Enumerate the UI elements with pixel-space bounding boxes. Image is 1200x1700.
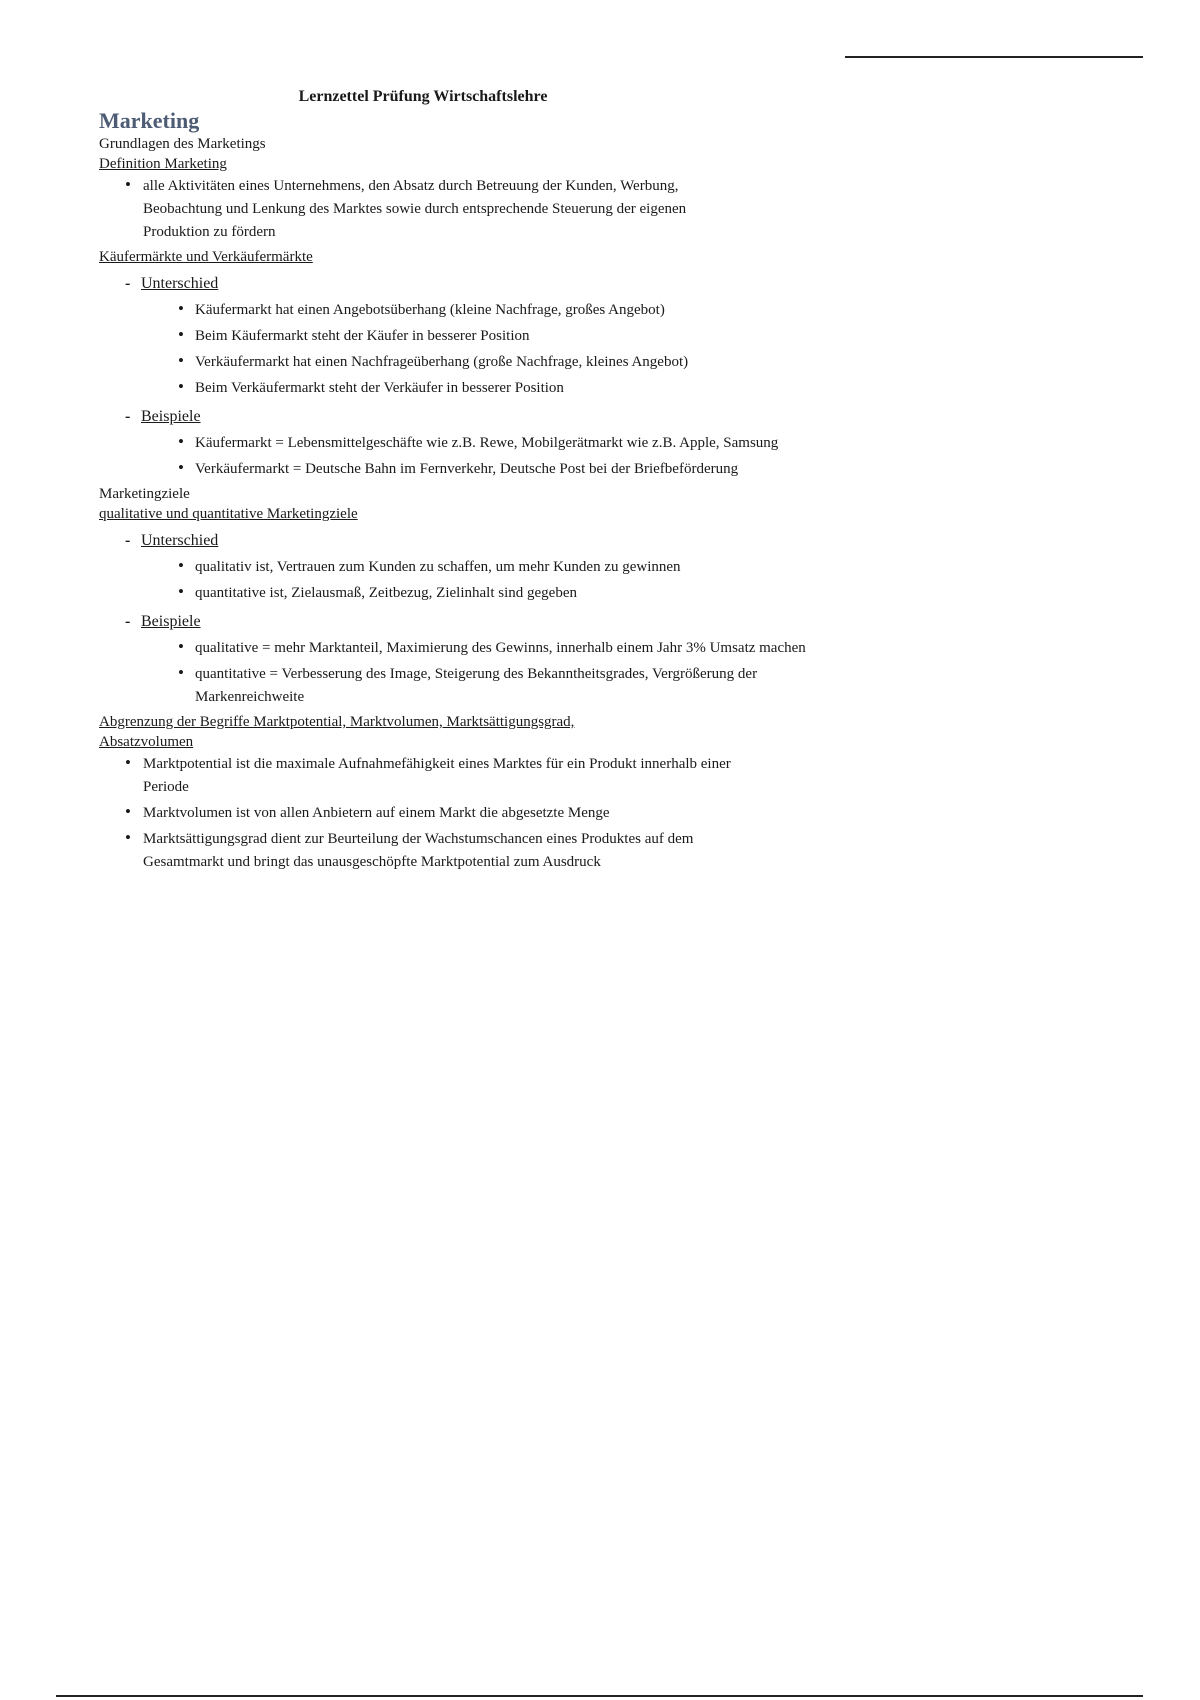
section-heading-marketing: Marketing [99,108,200,133]
list-item: • Beim Verkäufermarkt steht der Verkäufer in besserer Position [99,377,799,400]
header-rule [845,56,1143,58]
list-item: • qualitative = mehr Marktanteil, Maximierung des Gewinns, innerhalb einem Jahr 3% Umsatz machen [99,637,815,660]
list-item: • Marktvolumen ist von allen Anbietern auf einem Markt die abgesetzte Menge [99,802,799,825]
list-item: • quantitative ist, Zielausmaß, Zeitbezug, Zielinhalt sind gegeben [99,582,799,605]
dash-label: Unterschied [141,532,219,549]
bullet-list [99,556,799,605]
list-item: • Marktpotential ist die maximale Aufnahmefähigkeit eines Marktes für ein Produkt innerhalb einer Periode [99,753,743,799]
document-title: Lernzettel Prüfung Wirtschaftslehre [298,88,548,105]
topic-abgrenzung: Abgrenzung der Begriffe Marktpotential, Marktvolumen, Marktsättigungsgrad, Absatzvolumen [99,714,575,750]
dash-marker: - [125,613,131,630]
topic-maerkte: Käufermärkte und Verkäufermärkte [99,249,313,265]
list-item: • alle Aktivitäten eines Unternehmens, den Absatz durch Betreuung der Kunden, Werbung, Beobachtung und Lenkung des Marktes sowie durch entsprechende Steuerung der eigenen Produktion zu fördern [99,175,743,244]
dash-item-unterschied [99,530,799,552]
dash-label: Unterschied [141,275,219,292]
list-item: • qualitativ ist, Vertrauen zum Kunden zu schaffen, um mehr Kunden zu gewinnen [99,556,785,579]
dash-label: Beispiele [141,613,201,630]
list-item: • Verkäufermarkt hat einen Nachfrageüberhang (große Nachfrage, kleines Angebot) [99,351,795,374]
topic-quali-quanti: qualitative und quantitative Marketingziele [99,506,358,522]
list-item: • Beim Käufermarkt steht der Käufer in besserer Position [99,325,799,348]
subheading-marketingziele: Marketingziele [99,486,190,502]
dash-item-unterschied [99,273,799,295]
dash-item-beispiele [99,611,799,633]
list-item: • Käufermarkt = Lebensmittelgeschäfte wie z.B. Rewe, Mobilgerätmarkt wie z.B. Apple, Samsung [99,432,795,455]
dash-marker: - [125,275,131,292]
dash-marker: - [125,532,131,549]
dash-item-beispiele [99,406,799,428]
footer-rule [56,1695,1143,1697]
dash-label: Beispiele [141,408,201,425]
topic-definition: Definition Marketing [99,156,227,172]
bullet-list [99,637,806,709]
dash-marker: - [125,408,131,425]
bullet-list [99,299,799,400]
list-item: • Verkäufermarkt = Deutsche Bahn im Fernverkehr, Deutsche Post bei der Briefbeförderung [99,458,795,481]
list-item: • Marktsättigungsgrad dient zur Beurteilung der Wachstumschancen eines Produktes auf dem Gesamtmarkt und bringt das unausgeschöpfte Marktpotential zum Ausdruck [99,828,763,874]
document-page [99,88,806,877]
list-item: • Käufermarkt hat einen Angebotsüberhang (kleine Nachfrage, großes Angebot) [99,299,799,322]
bullet-list [99,753,799,874]
bullet-list [99,432,799,481]
bullet-list [99,175,799,244]
list-item: • quantitative = Verbesserung des Image, Steigerung des Bekanntheitsgrades, Vergrößerung der Markenreichweite [99,663,815,709]
subheading-grundlagen: Grundlagen des Marketings [99,136,266,152]
